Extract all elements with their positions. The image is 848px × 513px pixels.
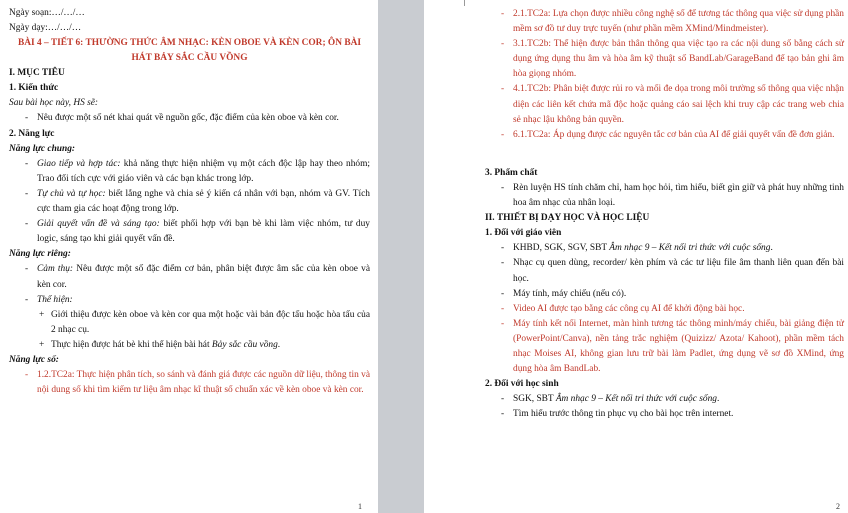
- list-item: - Nêu được một số nét khai quát về nguồn gốc, đặc điểm của kèn oboe và kèn cor.: [25, 113, 339, 124]
- perception-text: Nêu được một số đặc điểm cơ bản, phân biệt được âm sắc của kèn oboe và kèn cor.: [37, 264, 371, 290]
- digital-competency-label: Năng lực số:: [9, 354, 59, 365]
- heading-competency: 2. Năng lực: [9, 128, 55, 139]
- digital-item-5: 6.1.TC2a: Áp dụng được các nguyên tắc cơ bản của AI để giải quyết vấn đề đơn giản.: [513, 129, 835, 140]
- margin-guide: [464, 0, 471, 6]
- heading-students: 2. Đối với học sinh: [485, 379, 559, 390]
- teacher-item-3: Máy tính, máy chiếu (nếu có).: [513, 288, 627, 299]
- list-item: - Tìm hiểu trước thông tin phục vụ cho bài học trên internet.: [501, 409, 734, 420]
- communication-text: khả năng thực hiện nhiệm vụ một cách độc lập hay theo nhóm; Trao đổi tích cực với giáo viên và các bạn khác trong lớp.: [37, 158, 370, 184]
- list-item: - Video AI được tạo bằng các công cụ AI để khởi động bài học.: [501, 303, 745, 314]
- heading-knowledge: 1. Kiến thức: [9, 83, 59, 94]
- list-item: - Nhạc cụ quen dùng, recorder/ kèn phím và các tư liệu file âm thanh liên quan đến bài học.: [501, 258, 844, 284]
- book-title: Âm nhạc 9 – Kết nối tri thức với cuộc sống: [609, 243, 771, 254]
- date-taught: Ngày dạy:…/…/…: [9, 23, 82, 34]
- teacher-item-1: KHBD, SGK, SGV, SBT: [513, 243, 610, 254]
- digital-item-3: 3.1.TC2b: Thể hiện được bản thân thông qua việc tạo ra các nội dung số bằng cách sử dụng ứng dụng thu âm và hòa âm kỹ thuật số BandLab/GarageBand để tạo bản ghi âm hòa giọng nhóm.: [513, 39, 844, 80]
- teacher-item-4: Video AI được tạo bằng các công cụ AI để khởi động bài học.: [513, 303, 745, 314]
- heading-equipment: II. THIẾT BỊ DẠY HỌC VÀ HỌC LIỆU: [485, 213, 650, 224]
- punctuation: .: [716, 394, 720, 405]
- spacer: [485, 158, 844, 166]
- teacher-item-5: Máy tính kết nối Internet, màn hình tương tác thông minh/máy chiếu, bài giảng điện tử (PowerPoint/Canva), nền tảng trắc nghiệm (Quizizz/ Azota/ Kahoot), phần mềm tách nhạc Moises AI, không gian lưu trữ bài làm Padlet, ứng dụng vẽ sơ đồ XMind, ứng dụng hòa âm BandLab.: [513, 318, 844, 375]
- list-item: - Giao tiếp và hợp tác: khả năng thực hiện nhiệm vụ một cách độc lập hay theo nhóm; Trao đổi tích cực với giáo viên và các bạn khác trong lớp.: [25, 158, 370, 184]
- list-item: - 3.1.TC2b: Thể hiện được bản thân thông qua việc tạo ra các nội dung số bằng cách sử dụng ứng dụng thu âm và hòa âm kỹ thuật số BandLab/GarageBand để tạo bản ghi âm hòa giọng nhóm.: [501, 39, 844, 80]
- book-title: Âm nhạc 9 – Kết nối tri thức với cuộc sống: [555, 394, 717, 405]
- performance-item-2: Thực hiện được hát bè khi thể hiện bài hát: [51, 339, 212, 350]
- list-item: - SGK, SBT Âm nhạc 9 – Kết nối tri thức với cuộc sống.: [501, 394, 720, 405]
- list-item: - KHBD, SGK, SGV, SBT Âm nhạc 9 – Kết nối tri thức với cuộc sống.: [501, 243, 773, 254]
- list-item: - 4.1.TC2b: Phân biệt được rủi ro và mối đe dọa trong môi trường số thông qua việc nhận diện các liên kết chứa mã độc hoặc quảng cáo sai lệch khi truy cập các trang web chia sẻ nhạc lậu không bản quyền.: [501, 84, 844, 125]
- list-item: + Thực hiện được hát bè khi thể hiện bài hát Bảy sắc cầu vồng.: [39, 339, 281, 350]
- list-item: - Máy tính kết nối Internet, màn hình tương tác thông minh/máy chiếu, bài giảng điện tử (PowerPoint/Canva), nền tảng trắc nghiệm (Quizizz/ Azota/ Kahoot), phần mềm tách nhạc Moises AI, không gian lưu trữ bài làm Padlet, ứng dụng vẽ sơ đồ XMind, ứng dụng hòa âm BandLab.: [501, 318, 844, 375]
- self-study-text: biết lắng nghe và chia sẻ ý kiến cá nhân với bạn, nhóm và GV. Tích cực tham gia các hoạt động trong lớp.: [37, 188, 370, 215]
- quality-item-text: Rèn luyện HS tính chăm chỉ, ham học hỏi, tìm hiểu, biết gìn giữ và phát huy những tinh hoa âm nhạc của nhân loại.: [513, 182, 844, 209]
- general-competency-label: Năng lực chung:: [9, 143, 76, 154]
- list-item: + Giới thiệu được kèn oboe và kèn cor qua một hoặc vài bản độc tấu hoặc hòa tấu của 2 nhạc cụ.: [39, 309, 370, 335]
- list-item: - 2.1.TC2a: Lựa chọn được nhiều công nghệ số để tương tác thông qua việc sử dụng phần mềm sơ đồ tư duy trực tuyến (như phần mềm XMind/Mindmeister).: [501, 9, 844, 35]
- list-item: - Tự chủ và tự học: biết lắng nghe và chia sẻ ý kiến cá nhân với bạn, nhóm và GV. Tích cực tham gia các hoạt động trong lớp.: [25, 188, 370, 215]
- page-1-content: [9, 6, 370, 398]
- performance-label: Thể hiện:: [37, 294, 73, 305]
- song-title: Bảy sắc cầu vồng: [211, 339, 278, 350]
- self-study-label: Tự chủ và tự học:: [37, 188, 106, 199]
- problem-solving-text: biết phối hợp với bạn bè khi làm việc nhóm, tư duy logic, sáng tạo khi giải quyết vấn đề.: [37, 219, 370, 245]
- list-item: - Rèn luyện HS tính chăm chỉ, ham học hỏi, tìm hiểu, biết gìn giữ và phát huy những tinh hoa âm nhạc của nhân loại.: [501, 182, 844, 209]
- lesson-title: BÀI 4 – TIẾT 6: THƯỜNG THỨC ÂM NHẠC: KÈN OBOE VÀ KÈN COR; ÔN BÀI HÁT BẢY SẮC CẦU VỒNG: [17, 38, 361, 64]
- list-item: - 1.2.TC2a: Thực hiện phân tích, so sánh và đánh giá được các nguồn dữ liệu, thông tin và nội dung số khi tìm kiếm tư liệu âm nhạc kĩ thuật số chuẩn xác về kèn oboe và kèn cor.: [25, 370, 370, 396]
- communication-label: Giao tiếp và hợp tác:: [37, 158, 121, 169]
- punctuation: .: [770, 243, 773, 254]
- digital-item-1: 1.2.TC2a: Thực hiện phân tích, so sánh và đánh giá được các nguồn dữ liệu, thông tin và nội dung số khi tìm kiếm tư liệu âm nhạc kĩ thuật số chuẩn xác về kèn oboe và kèn cor.: [37, 370, 370, 396]
- list-item: - Thể hiện:: [25, 294, 73, 305]
- spacer: [485, 143, 844, 158]
- student-item-2: Tìm hiểu trước thông tin phục vụ cho bài học trên internet.: [513, 409, 734, 420]
- specific-competency-label: Năng lực riêng:: [9, 249, 71, 260]
- list-item: - Máy tính, máy chiếu (nếu có).: [501, 288, 627, 299]
- student-item-1: SGK, SBT: [513, 394, 556, 405]
- list-item: - Cảm thụ: Nêu được một số đặc điểm cơ bản, phân biệt được âm sắc của kèn oboe và kèn cor.: [25, 264, 371, 290]
- date-prepared: Ngày soạn:…/…/…: [9, 8, 85, 18]
- punctuation: .: [277, 339, 281, 350]
- document-page-2: [424, 0, 848, 513]
- list-item: - Giải quyết vấn đề và sáng tạo: biết phối hợp với bạn bè khi làm việc nhóm, tư duy logic, sáng tạo khi giải quyết vấn đề.: [25, 219, 370, 245]
- page-2-content: [485, 7, 844, 422]
- heading-qualities: 3. Phẩm chất: [485, 167, 538, 178]
- perception-label: Cảm thụ:: [37, 264, 74, 275]
- page-number: 1: [358, 502, 362, 511]
- heading-teacher: 1. Đối với giáo viên: [485, 228, 562, 239]
- problem-solving-label: Giải quyết vấn đề và sáng tạo:: [37, 219, 160, 230]
- list-item: - 6.1.TC2a: Áp dụng được các nguyên tắc cơ bản của AI để giải quyết vấn đề đơn giản.: [501, 129, 835, 140]
- digital-item-2: 2.1.TC2a: Lựa chọn được nhiều công nghệ số để tương tác thông qua việc sử dụng phần mềm sơ đồ tư duy trực tuyến (như phần mềm XMind/Mindmeister).: [513, 9, 844, 35]
- document-page-1: [0, 0, 378, 513]
- after-lesson-text: Sau bài học này, HS sẽ:: [9, 98, 99, 109]
- heading-objectives: I. MỤC TIÊU: [9, 68, 65, 79]
- knowledge-item-text: Nêu được một số nét khai quát về nguồn gốc, đặc điểm của kèn oboe và kèn cor.: [37, 113, 339, 124]
- digital-item-4: 4.1.TC2b: Phân biệt được rủi ro và mối đe dọa trong môi trường số thông qua việc nhận diện các liên kết chứa mã độc hoặc quảng cáo sai lệch khi truy cập các trang web chia sẻ nhạc lậu không bản quyền.: [513, 84, 844, 125]
- performance-item-1: Giới thiệu được kèn oboe và kèn cor qua một hoặc vài bản độc tấu hoặc hòa tấu của 2 nhạc cụ.: [51, 309, 370, 335]
- page-number: 2: [836, 502, 840, 511]
- teacher-item-2: Nhạc cụ quen dùng, recorder/ kèn phím và các tư liệu file âm thanh liên quan đến bài học.: [513, 258, 844, 284]
